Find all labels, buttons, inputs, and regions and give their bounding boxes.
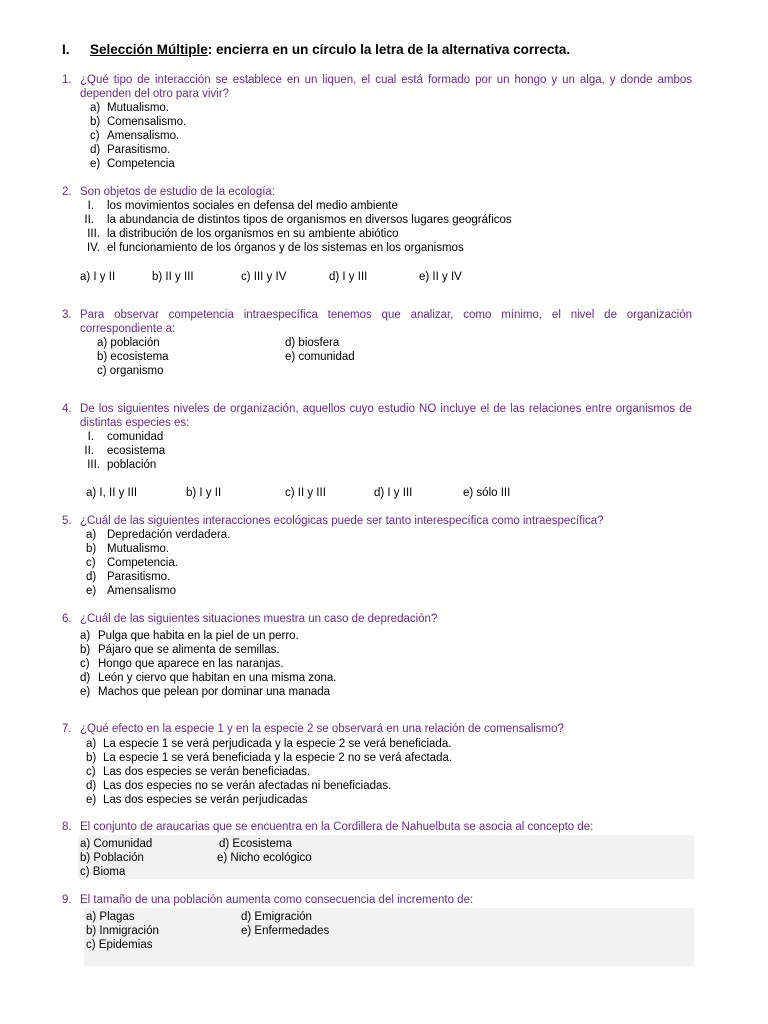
q2-item-1-roman: I. <box>87 200 94 212</box>
q8-option-d[interactable]: d) Ecosistema <box>219 838 292 850</box>
q7-option-c[interactable]: Las dos especies se verán beneficiadas. <box>103 766 311 778</box>
q5-option-e-letter: e) <box>86 585 97 597</box>
q3-option-a[interactable]: a) población <box>97 337 160 349</box>
q7-option-a[interactable]: La especie 1 se verá perjudicada y la especie 2 se verá beneficiada. <box>103 738 452 750</box>
q3-option-d[interactable]: d) biosfera <box>285 337 340 349</box>
q2-answer-a[interactable]: a) I y II <box>80 271 116 283</box>
q5-option-a-letter: a) <box>86 529 97 541</box>
q6-number: 6. <box>62 613 72 625</box>
q7-option-e-letter: e) <box>86 794 97 806</box>
q4-item-3-roman: III. <box>87 459 100 471</box>
q6-option-d[interactable]: León y ciervo que habitan en una misma zona. <box>98 672 337 684</box>
q7-option-b-letter: b) <box>86 752 97 764</box>
q1-option-b-letter: b) <box>90 116 101 128</box>
q5-number: 5. <box>62 515 72 527</box>
q8-option-a[interactable]: a) Comunidad <box>80 838 153 850</box>
q5-text: ¿Cuál de las siguientes interacciones ecológicas puede ser tanto interespecífica como intraespecífica? <box>80 515 604 527</box>
q2-answer-b[interactable]: b) II y III <box>152 271 194 283</box>
q4-answer-e[interactable]: e) sólo III <box>463 487 511 499</box>
q1-option-b[interactable]: Comensalismo. <box>107 116 187 128</box>
q6-option-c-letter: c) <box>80 658 90 670</box>
q8-options-box <box>78 835 694 879</box>
q5-option-c[interactable]: Competencia. <box>107 557 178 569</box>
q9-options-box <box>84 908 694 966</box>
q9-option-e[interactable]: e) Enfermedades <box>241 925 330 937</box>
q4-item-2: ecosistema <box>107 445 166 457</box>
q2-item-3: la distribución de los organismos en su ambiente abiótico <box>107 228 399 240</box>
q1-option-c-letter: c) <box>90 130 100 142</box>
q5-option-d-letter: d) <box>86 571 97 583</box>
q8-text: El conjunto de araucarias que se encuentra en la Cordillera de Nahuelbuta se asocia al concepto de: <box>80 821 594 833</box>
q4-number: 4. <box>62 403 72 415</box>
q5-option-b[interactable]: Mutualismo. <box>107 543 169 555</box>
q9-text: El tamaño de una población aumenta como consecuencia del incremento de: <box>80 894 474 906</box>
q3-option-b[interactable]: b) ecosistema <box>97 351 169 363</box>
q8-number: 8. <box>62 821 72 833</box>
section-title-rest: : encierra en un círculo la letra de la alternativa correcta. <box>207 42 571 57</box>
q7-text: ¿Qué efecto en la especie 1 y en la especie 2 se observará en una relación de comensalismo? <box>80 723 564 735</box>
q2-item-4: el funcionamiento de los órganos y de los sistemas en los organismos <box>107 242 464 254</box>
q2-answer-c[interactable]: c) III y IV <box>241 271 287 283</box>
section-title <box>62 42 570 57</box>
section-number: I. <box>62 42 70 57</box>
q3-option-c[interactable]: c) organismo <box>97 365 164 377</box>
q8-option-c[interactable]: c) Bioma <box>80 866 126 878</box>
q1-option-e-letter: e) <box>90 158 101 170</box>
q4-answer-b[interactable]: b) I y II <box>186 487 222 499</box>
q7-number: 7. <box>62 723 72 735</box>
q4-answer-d[interactable]: d) I y III <box>374 487 413 499</box>
q7-option-d[interactable]: Las dos especies no se verán afectadas ni beneficiadas. <box>103 780 392 792</box>
q1-option-d-letter: d) <box>90 144 101 156</box>
q7-option-e[interactable]: Las dos especies se verán perjudicadas <box>103 794 308 806</box>
q2-answer-e[interactable]: e) II y IV <box>419 271 462 283</box>
q1-option-e[interactable]: Competencia <box>107 158 175 170</box>
q6-text: ¿Cuál de las siguientes situaciones muestra un caso de depredación? <box>80 613 438 625</box>
q4-item-1-roman: I. <box>87 431 94 443</box>
q9-option-d[interactable]: d) Emigración <box>241 911 312 923</box>
q4-item-1: comunidad <box>107 431 164 443</box>
q2-item-1: los movimientos sociales en defensa del medio ambiente <box>107 200 398 212</box>
q6-option-e[interactable]: Machos que pelean por dominar una manada <box>98 686 331 698</box>
q8-option-e[interactable]: e) Nicho ecológico <box>217 852 312 864</box>
q3-option-e[interactable]: e) comunidad <box>285 351 355 363</box>
q6-option-d-letter: d) <box>80 672 91 684</box>
q4-item-3: población <box>107 459 157 471</box>
q4-item-2-roman: II. <box>84 445 94 457</box>
q2-text: Son objetos de estudio de la ecología: <box>80 186 276 198</box>
q7-option-a-letter: a) <box>86 738 97 750</box>
q1-option-d[interactable]: Parasitismo. <box>107 144 171 156</box>
q7-option-b[interactable]: La especie 1 se verá beneficiada y la especie 2 no se verá afectada. <box>103 752 453 764</box>
section-title-underlined: Selección Múltiple <box>90 42 208 57</box>
q1-number: 1. <box>62 74 72 86</box>
q1-option-c[interactable]: Amensalismo. <box>107 130 180 142</box>
q2-answer-d[interactable]: d) I y III <box>329 271 368 283</box>
q9-number: 9. <box>62 894 72 906</box>
q6-option-a[interactable]: Pulga que habita en la piel de un perro. <box>98 630 299 642</box>
q9-option-a[interactable]: a) Plagas <box>86 911 135 923</box>
q6-option-a-letter: a) <box>80 630 91 642</box>
q2-number: 2. <box>62 186 72 198</box>
q7-option-d-letter: d) <box>86 780 97 792</box>
q2-item-3-roman: III. <box>87 228 100 240</box>
q2-item-4-roman: IV. <box>86 242 100 254</box>
q9-option-b[interactable]: b) Inmigración <box>86 925 159 937</box>
q6-option-e-letter: e) <box>80 686 91 698</box>
q5-option-a[interactable]: Depredación verdadera. <box>107 529 231 541</box>
q8-option-b[interactable]: b) Población <box>80 852 144 864</box>
q1-option-a-letter: a) <box>90 102 101 114</box>
q5-option-b-letter: b) <box>86 543 97 555</box>
q4-text: De los siguientes niveles de organización, aquellos cuyo estudio NO incluye el de las relaciones entre organismos de distintas especies es: <box>80 403 692 429</box>
q1-option-a[interactable]: Mutualismo. <box>107 102 169 114</box>
q4-answer-c[interactable]: c) II y III <box>285 487 326 499</box>
q5-option-c-letter: c) <box>86 557 96 569</box>
q6-option-b[interactable]: Pájaro que se alimenta de semillas. <box>98 644 280 656</box>
q1-text: ¿Qué tipo de interacción se establece en un liquen, el cual está formado por un hongo y un alga, y donde ambos dependen del otro para vivir? <box>80 74 692 100</box>
q4-answer-a[interactable]: a) I, II y III <box>86 487 138 499</box>
q3-number: 3. <box>62 309 72 321</box>
q2-item-2: la abundancia de distintos tipos de organismos en diversos lugares geográficos <box>107 214 512 226</box>
q5-option-d[interactable]: Parasitismo. <box>107 571 171 583</box>
q9-option-c[interactable]: c) Epidemias <box>86 939 153 951</box>
q7-option-c-letter: c) <box>86 766 96 778</box>
q5-option-e[interactable]: Amensalismo <box>107 585 177 597</box>
q6-option-b-letter: b) <box>80 644 91 656</box>
q2-item-2-roman: II. <box>84 214 94 226</box>
q6-option-c[interactable]: Hongo que aparece en las naranjas. <box>98 658 284 670</box>
q3-text: Para observar competencia intraespecífica tenemos que analizar, como mínimo, el nivel de organización correspondiente a: <box>80 309 692 335</box>
